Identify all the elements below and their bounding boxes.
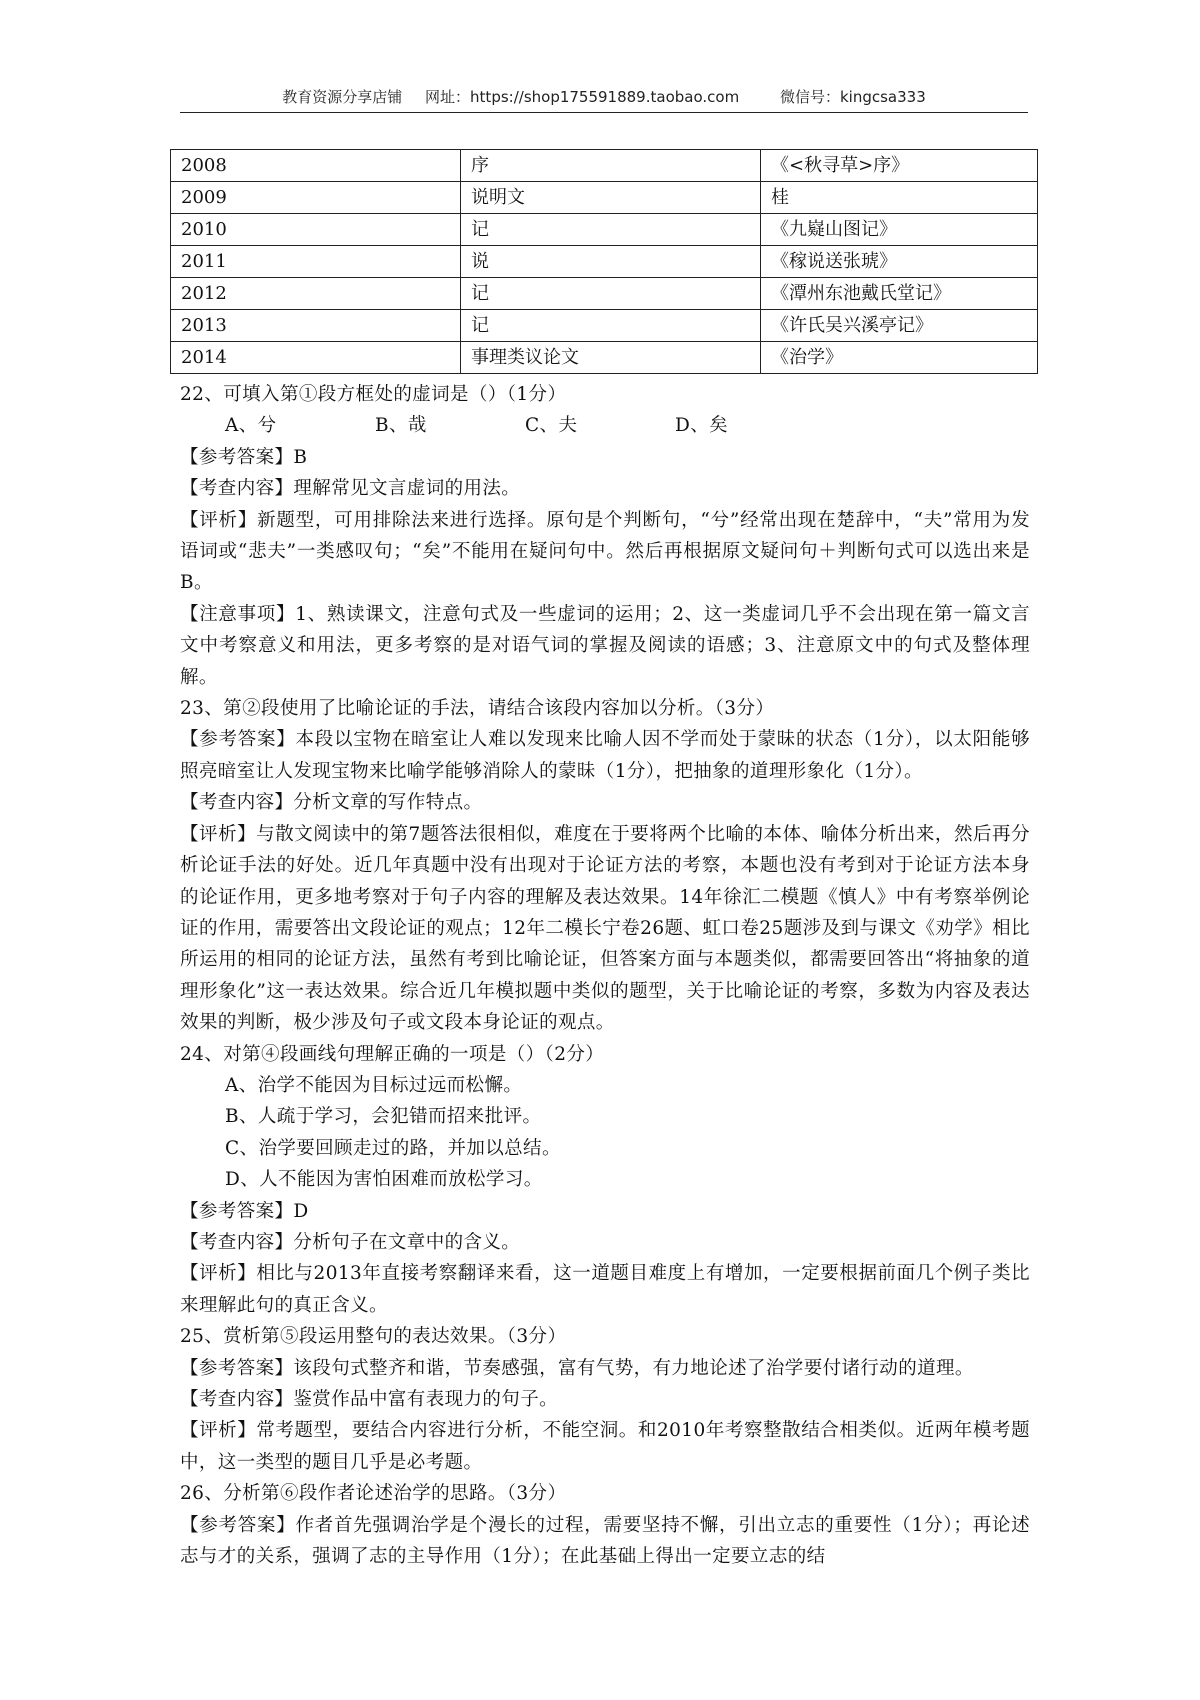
- q22-analysis: 【评析】新题型，可用排除法来进行选择。原句是个判断句，“兮”经常出现在楚辞中，“夫”常用为发语词或“悲夫”一类感叹句；“矣”不能用在疑问句中。然后再根据原文疑问句＋判断句式可以选出来是B。: [180, 509, 1030, 594]
- table-cell-year: 2009: [171, 182, 461, 214]
- table-row: [171, 150, 1038, 182]
- exam-genre-table: [170, 149, 1038, 374]
- table-row: [171, 246, 1038, 278]
- table-cell-year: 2013: [171, 310, 461, 342]
- q22-content: 【考查内容】理解常见文言虚词的用法。: [180, 478, 521, 500]
- q26-answer: 【参考答案】作者首先强调治学是个漫长的过程，需要坚持不懈，引出立志的重要性（1分）；再论述志与才的关系，强调了志的主导作用（1分）；在此基础上得出一定要立志的结: [180, 1514, 1030, 1568]
- q22-notes: 【注意事项】1、熟读课文，注意句式及一些虚词的运用；2、这一类虚词几乎不会出现在第一篇文言文中考察意义和用法，更多考察的是对语气词的掌握及阅读的语感；3、注意原文中的句式及整体理解。: [180, 603, 1030, 688]
- table-cell-year: 2008: [171, 150, 461, 182]
- choice-a: A、兮: [225, 415, 277, 437]
- question-24: 24、对第④段画线句理解正确的一项是（）（2分）: [180, 1043, 605, 1065]
- q25-analysis: 【评析】常考题型，要结合内容进行分析，不能空洞。和2010年考察整散结合相类似。近两年模考题中，这一类型的题目几乎是必考题。: [180, 1420, 1030, 1473]
- q24-option-d: D、人不能因为害怕困难而放松学习。: [225, 1169, 543, 1191]
- shop-website: 网址：https://shop175591889.taobao.com: [425, 88, 740, 106]
- question-22: 22、可填入第①段方框处的虚词是（）（1分）: [180, 384, 567, 405]
- question-25: 25、赏析第⑤段运用整句的表达效果。（3分）: [180, 1326, 567, 1348]
- q23-analysis: 【评析】与散文阅读中的第7题答法很相似，难度在于要将两个比喻的本体、喻体分析出来，然后再分析论证手法的好处。近几年真题中没有出现对于论证方法的考察，本题也没有考到对于论证方法本身的论证作用，更多地考察对于句子内容的理解及表达效果。14年徐汇二模题《慎人》中有考察举例论证的作用，需要答出文段论证的观点；12年二模长宁卷26题、虹口卷25题涉及到与课文《劝学》相比所运用的相同的论证方法，虽然有考到比喻论证，但答案方面与本题类似，都需要回答出“将抽象的道理形象化”这一表达效果。综合近几年模拟题中类似的题型，关于比喻论证的考察，多数为内容及表达效果的判断，极少涉及句子或文段本身论证的观点。: [180, 823, 1030, 1034]
- table-cell-genre: 事理类议论文: [461, 342, 761, 374]
- table-row: [171, 342, 1038, 374]
- question-23: 23、第②段使用了比喻论证的手法，请结合该段内容加以分析。（3分）: [180, 698, 775, 720]
- document-body: [180, 379, 1030, 1572]
- table-cell-genre: 记: [461, 214, 761, 246]
- q24-option-b: B、人疏于学习，会犯错而招来批评。: [225, 1106, 542, 1128]
- choice-b: B、哉: [375, 415, 427, 437]
- table-cell-genre: 序: [461, 150, 761, 182]
- q22-answer: 【参考答案】B: [180, 446, 308, 468]
- table-cell-genre: 记: [461, 278, 761, 310]
- table-row: [171, 214, 1038, 246]
- q24-answer: 【参考答案】D: [180, 1200, 309, 1222]
- q25-answer: 【参考答案】该段句式整齐和谐，节奏感强，富有气势，有力地论述了治学要付诸行动的道理。: [180, 1357, 974, 1379]
- q25-content: 【考查内容】鉴赏作品中富有表现力的句子。: [180, 1389, 559, 1410]
- table-row: [171, 310, 1038, 342]
- q23-content: 【考查内容】分析文章的写作特点。: [180, 792, 483, 814]
- choice-c: C、夫: [525, 415, 578, 437]
- table-cell-year: 2014: [171, 342, 461, 374]
- table-cell-year: 2011: [171, 246, 461, 278]
- q24-option-c: C、治学要回顾走过的路，并加以总结。: [225, 1137, 561, 1159]
- q24-option-a: A、治学不能因为目标过远而松懈。: [225, 1074, 523, 1096]
- shop-name: 教育资源分享店铺: [282, 88, 403, 106]
- q23-answer: 【参考答案】本段以宝物在暗室让人难以发现来比喻人因不学而处于蒙昧的状态（1分），以太阳能够照亮暗室让人发现宝物来比喻学能够消除人的蒙昧（1分），把抽象的道理形象化（1分）。: [180, 729, 1030, 782]
- table-cell-title: 《潭州东池戴氏堂记》: [761, 278, 1038, 310]
- table-cell-title: 《稼说送张琥》: [761, 246, 1038, 278]
- table-cell-title: 《治学》: [761, 342, 1038, 374]
- table-cell-genre: 记: [461, 310, 761, 342]
- table-cell-title: 桂: [761, 182, 1038, 214]
- table-cell-year: 2012: [171, 278, 461, 310]
- table-cell-genre: 说明文: [461, 182, 761, 214]
- shop-wechat: 微信号：kingcsa333: [779, 88, 926, 106]
- question-26: 26、分析第⑥段作者论述治学的思路。（3分）: [180, 1483, 567, 1505]
- table-cell-title: 《<秋寻草>序》: [761, 150, 1038, 182]
- table-cell-year: 2010: [171, 214, 461, 246]
- table-cell-title: 《许氏吴兴溪亭记》: [761, 310, 1038, 342]
- q24-analysis: 【评析】相比与2013年直接考察翻译来看，这一道题目难度上有增加，一定要根据前面几个例子类比来理解此句的真正含义。: [180, 1263, 1030, 1316]
- page-header: [180, 86, 1028, 107]
- table-row: [171, 182, 1038, 214]
- q24-content: 【考查内容】分析句子在文章中的含义。: [180, 1231, 521, 1253]
- table-cell-title: 《九嶷山图记》: [761, 214, 1038, 246]
- header-divider: [180, 112, 1028, 113]
- question-22-choices: [180, 410, 1030, 441]
- table-row: [171, 278, 1038, 310]
- choice-d: D、矣: [675, 415, 729, 437]
- table-cell-genre: 说: [461, 246, 761, 278]
